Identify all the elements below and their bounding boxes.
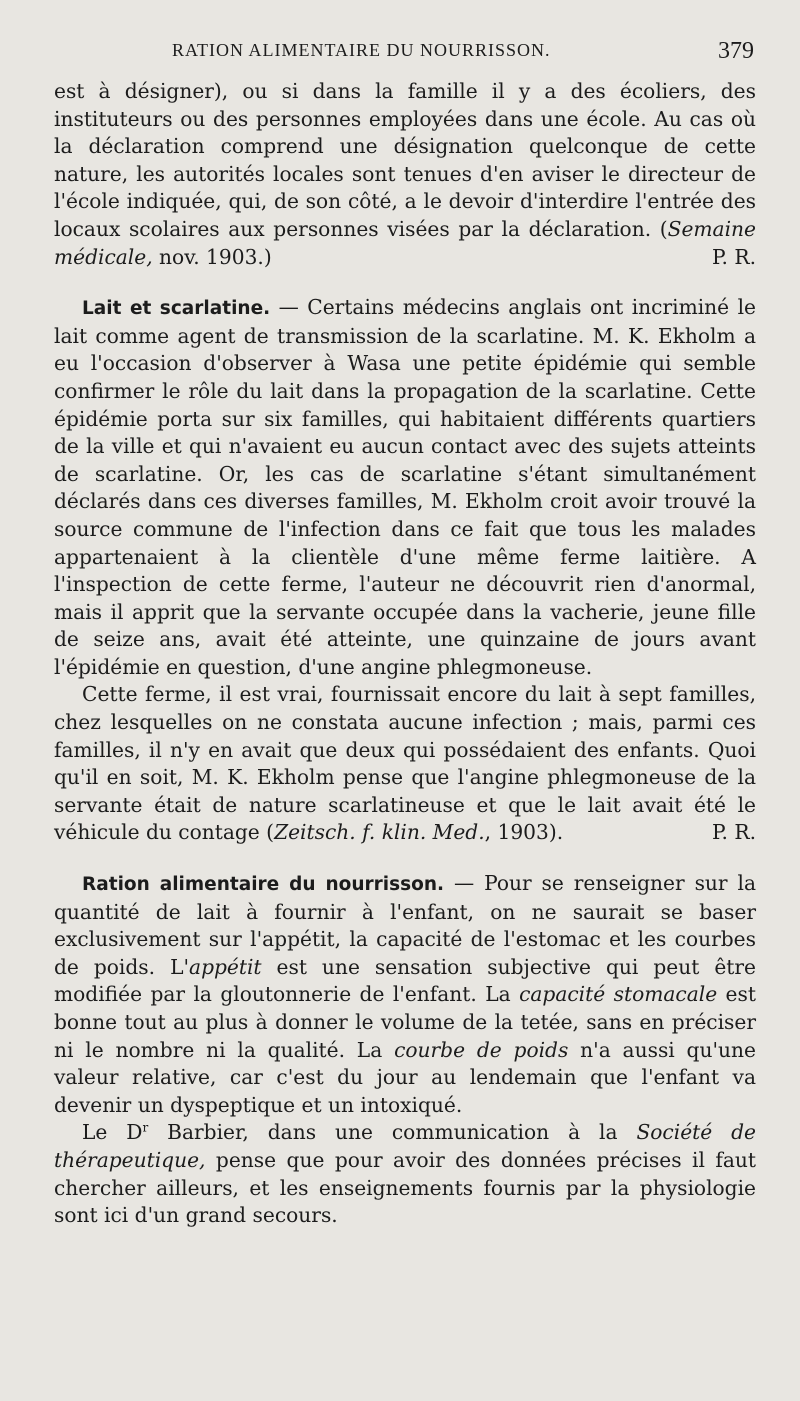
section-heading: Lait et scarlatine.	[82, 298, 271, 320]
paragraph-continued: est à désigner), ou si dans la famille il y a des écoliers, des instituteurs ou des personnes employées dans une école. Au cas où la déclaration comprend une désignation quelconque de cette nature, les autorités locales sont tenues d'en aviser le directeur de l'école indiquée, qui, de son côté, a le devoir d'interdire l'entrée des locaux scolaires aux personnes visées par la déclaration. (Semaine médicale, nov. 1903.) P. R.	[54, 78, 756, 271]
section-heading: Ration alimentaire du nourrisson.	[82, 874, 445, 896]
signature: P. R.	[712, 820, 756, 845]
paragraph: Le $D^r$ Barbier, dans une communication à la Société de thérapeutique, pense que pour avoir des données précises il faut chercher ailleurs, et les enseignements fournis par la physiologie sont ici d'un grand secours.	[54, 1120, 756, 1228]
paragraph: Lait et scarlatine. — Certains médecins anglais ont incriminé le lait comme agent de transmission de la scarlatine. M. K. Ekholm a eu l'occasion d'observer à Wasa une petite épidémie qui semble confirmer le rôle du lait dans la propagation de la scarlatine. Cette épidémie porta sur six familles, qui habitaient différents quartiers de la ville et qui n'avaient eu aucun contact avec des sujets atteints de scarlatine. Or, les cas de scarlatine s'étant simultanément déclarés dans ces diverses familles, M. Ekholm croit avoir trouvé la source commune de l'infection dans ce fait que tous les malades appartenaient à la clientèle d'une même ferme laitière. A l'inspection de cette ferme, l'auteur ne découvrit rien d'anormal, mais il apprit que la servante occupée dans la vacherie, jeune fille de seize ans, avait été atteinte, une quinzaine de jours avant l'épidémie en question, d'une angine phlegmoneuse.	[54, 295, 756, 679]
running-title: RATION ALIMENTAIRE DU NOURRISSON.	[172, 40, 551, 60]
source-citation: Zeitsch. f. klin. Med.	[274, 820, 485, 845]
running-head	[54, 38, 756, 78]
page-number: 379	[718, 38, 754, 64]
source-citation: Semaine médicale,	[54, 216, 756, 269]
paragraph: Ration alimentaire du nourrisson. — Pour se renseigner sur la quantité de lait à fournir à l'enfant, on ne saurait se baser exclusivement sur l'appétit, la capacité de l'estomac et les courbes de poids. L'appétit est une sensation subjective qui peut être modifiée par la gloutonnerie de l'enfant. La capacité stomacale est bonne tout au plus à donner le volume de la tetée, sans en préciser ni le nombre ni la qualité. La courbe de poids n'a aussi qu'une valeur relative, car c'est du jour au lendemain que l'enfant va devenir un dyspeptique et un intoxiqué.	[54, 871, 756, 1117]
section-lait-scarlatine	[54, 294, 756, 847]
section-ration-alimentaire	[54, 870, 756, 1230]
body-text	[54, 78, 756, 1230]
signature: P. R.	[712, 244, 756, 269]
paragraph: Cette ferme, il est vrai, fournissait encore du lait à sept familles, chez lesquelles on ne constata aucune infection ; mais, parmi ces familles, il n'y en avait que deux qui possédaient des enfants. Quoi qu'il en soit, M. K. Ekholm pense que l'angine phlegmoneuse de la servante était de nature scarlatineuse et que le lait avait été le véhicule du contage (Zeitsch. f. klin. Med., 1903). P. R.	[54, 681, 756, 847]
